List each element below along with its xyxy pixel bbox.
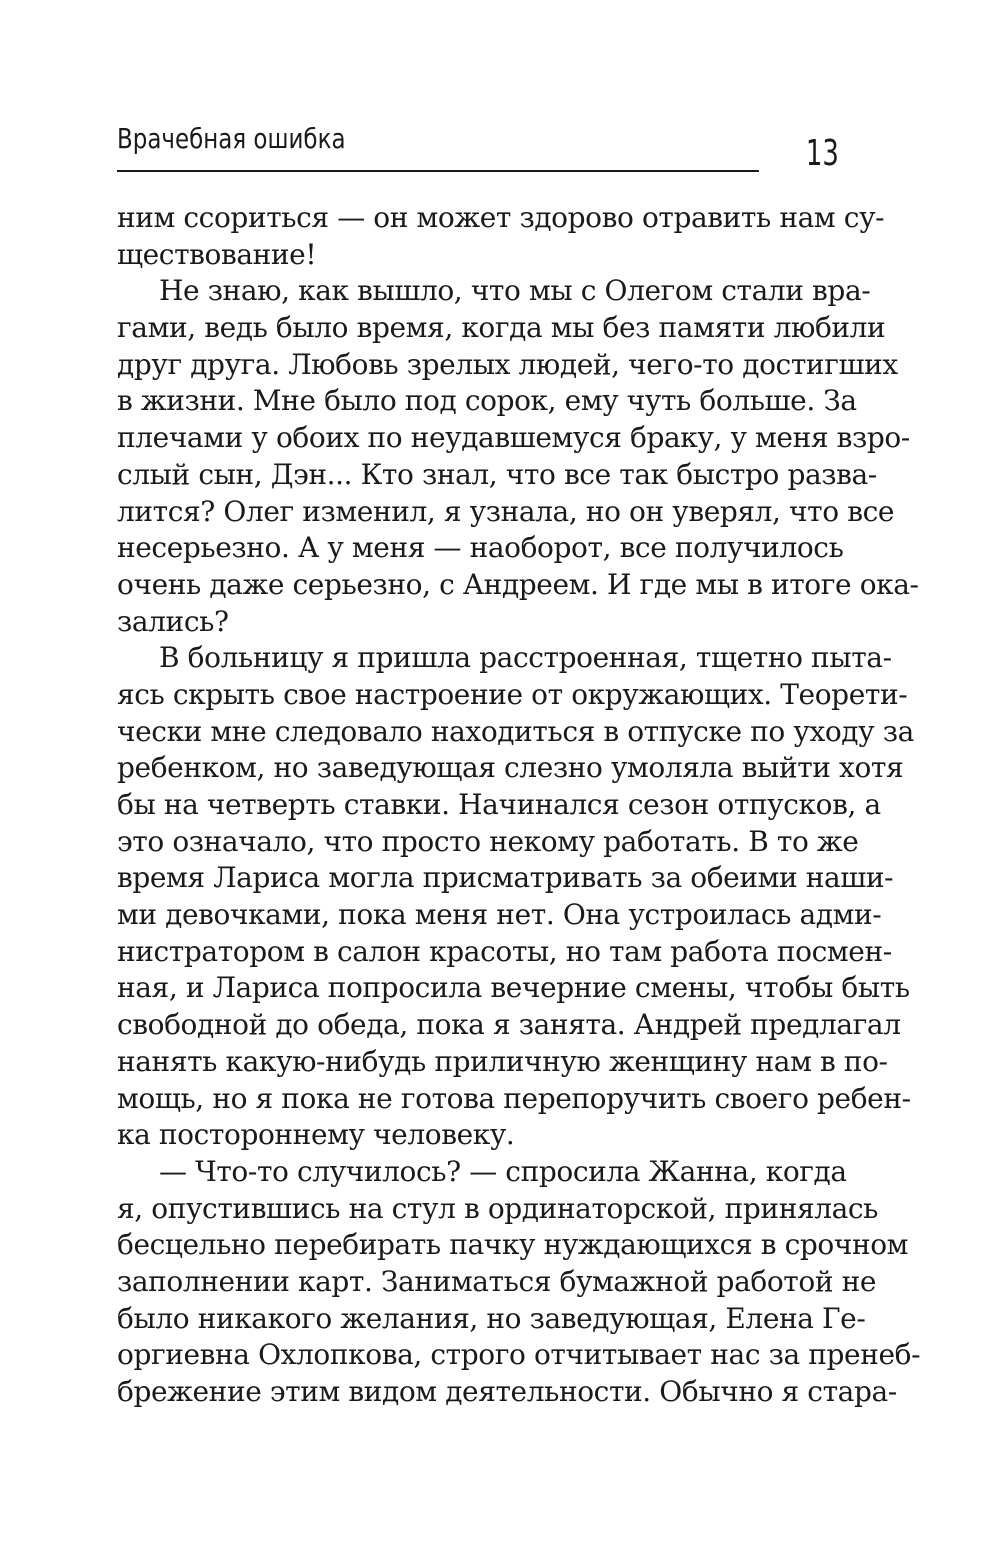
running-head-title: Врачебная ошибка: [117, 122, 346, 155]
text-line: слый сын, Дэн... Кто знал, что все так быстро разва-: [117, 457, 877, 491]
text-line: это означало, что просто некому работать. В то же: [117, 824, 859, 858]
text-line: гами, ведь было время, когда мы без памяти любили: [117, 311, 886, 345]
text-line: в жизни. Мне было под сорок, ему чуть больше. За: [117, 384, 857, 418]
paragraph: [117, 640, 914, 1154]
text-line: время Лариса могла присматривать за обеими наши-: [117, 861, 894, 895]
page-number: 13: [806, 133, 839, 174]
paragraph: [117, 1154, 921, 1411]
text-line: брежение этим видом деятельности. Обычно я стара-: [117, 1375, 897, 1408]
text-line: друг друга. Любовь зрелых людей, чего-то достигших: [117, 347, 898, 381]
text-line: ми девочками, пока меня нет. Она устроилась адми-: [117, 898, 882, 932]
paragraph: [117, 200, 885, 273]
text-line: заполнении карт. Заниматься бумажной работой не: [117, 1264, 877, 1298]
text-line: ясь скрыть свое настроение от окружающих. Теорети-: [117, 677, 908, 711]
body-text: [117, 200, 921, 1411]
text-line: я, опустившись на стул в ординаторской, принялась: [117, 1191, 879, 1225]
text-line: ка постороннему человеку.: [117, 1118, 515, 1152]
text-line: очень даже серьезно, с Андреем. И где мы в итоге ока-: [117, 567, 919, 601]
text-line: плечами у обоих по неудавшемуся браку, у меня взро-: [117, 421, 910, 455]
text-line: зались?: [117, 604, 229, 638]
text-line: бесцельно перебирать пачку нуждающихся в срочном: [117, 1228, 909, 1262]
text-line: ним ссориться — он может здорово отравить нам су-: [117, 201, 885, 234]
text-line: чески мне следовало находиться в отпуске по уходу за: [117, 714, 914, 748]
text-line: бы на четверть ставки. Начинался сезон отпусков, а: [117, 788, 881, 821]
text-line: было никакого желания, но заведующая, Елена Ге-: [117, 1301, 866, 1335]
paragraph: [117, 273, 919, 640]
text-line: лится? Олег изменил, я узнала, но он уверял, что все: [117, 494, 895, 528]
text-line: оргиевна Охлопкова, строго отчитывает нас за пренеб-: [117, 1338, 921, 1372]
text-line: ребенком, но заведующая слезно умоляла выйти хотя: [117, 751, 904, 785]
text-line: — Что-то случилось? — спросила Жанна, когда: [159, 1154, 847, 1188]
text-line: В больницу я пришла расстроенная, тщетно пыта-: [159, 641, 892, 675]
text-line: Не знаю, как вышло, что мы с Олегом стали вра-: [159, 274, 871, 308]
text-line: свободной до обеда, пока я занята. Андрей предлагал: [117, 1008, 901, 1042]
text-line: мощь, но я пока не готова перепоручить своего ребен-: [117, 1081, 911, 1115]
text-line: ществование!: [117, 237, 317, 271]
text-line: нанять какую-нибудь приличную женщину нам в по-: [117, 1044, 888, 1078]
header-rule: [117, 170, 759, 172]
text-line: нистратором в салон красоты, но там работа посмен-: [117, 934, 892, 968]
text-line: ная, и Лариса попросила вечерние смены, чтобы быть: [117, 971, 910, 1005]
text-line: несерьезно. А у меня — наоборот, все получилось: [117, 531, 844, 565]
